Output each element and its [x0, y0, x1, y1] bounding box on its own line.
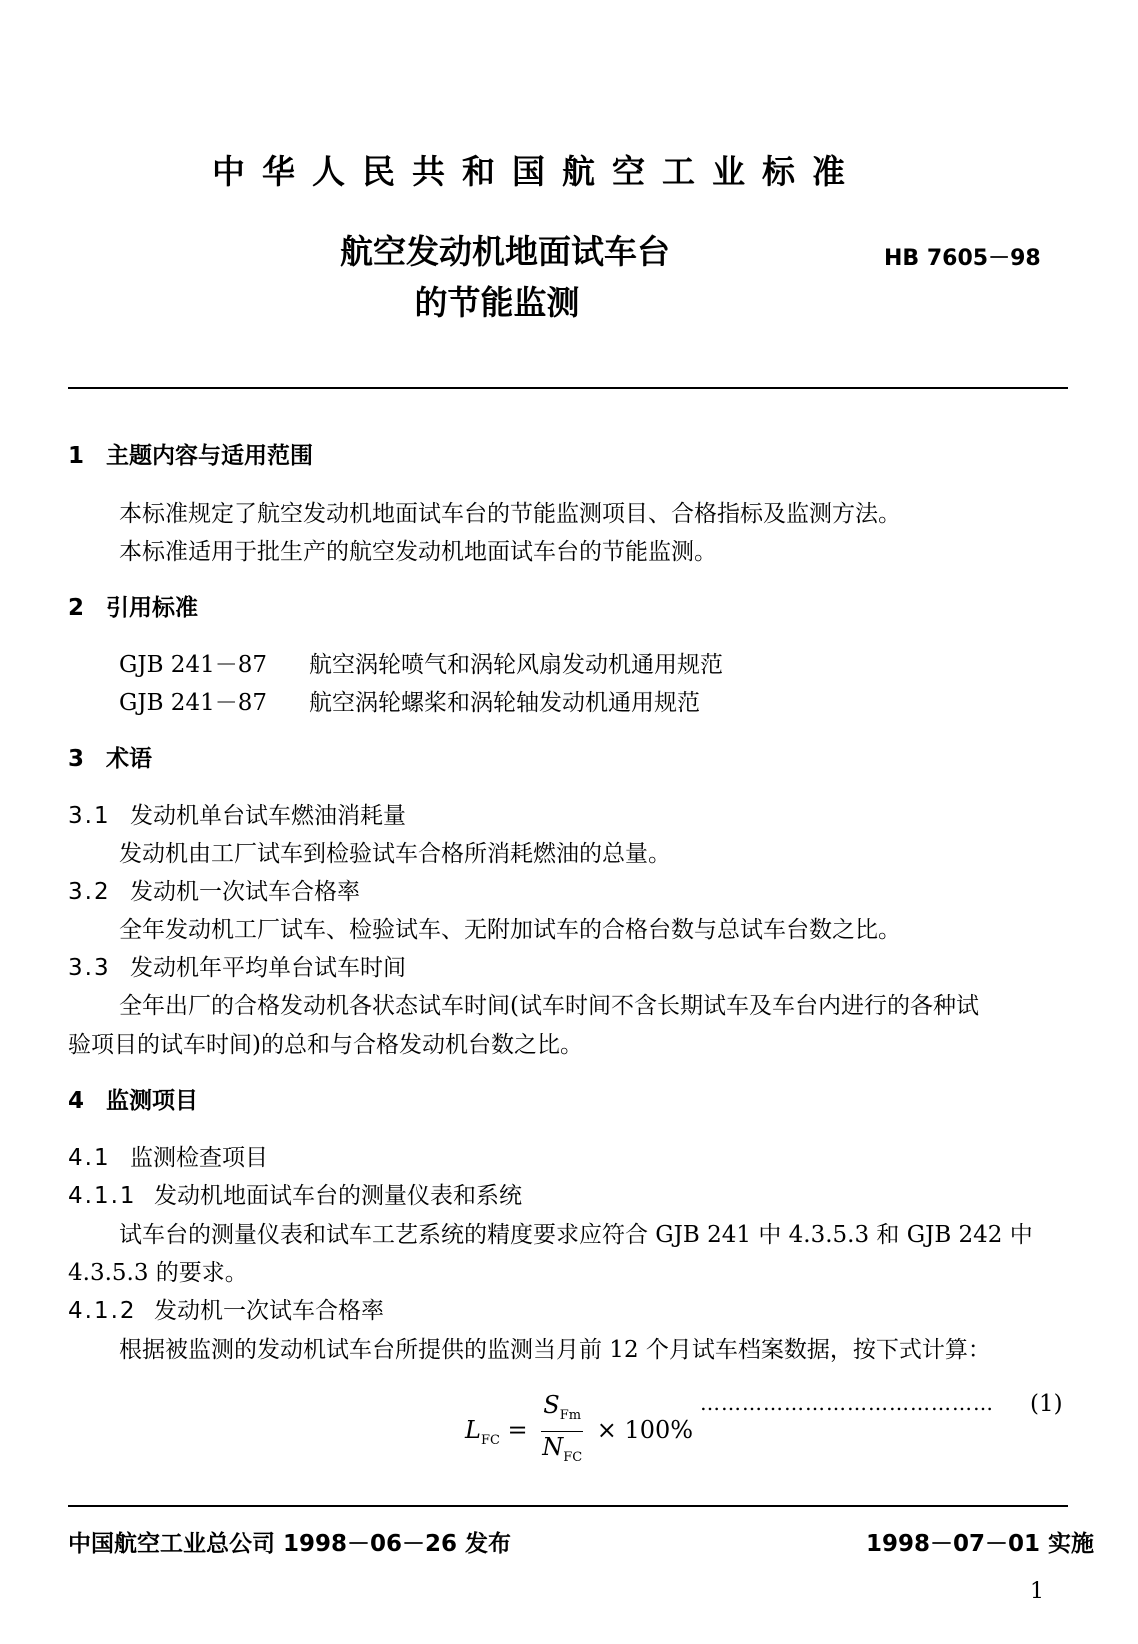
document-title-line2: 的节能监测: [414, 283, 580, 322]
publisher-date: 中国航空工业总公司 1998－06－26 发布: [68, 1531, 512, 1557]
subsection-3-2-text: 全年发动机工厂试车、检验试车、无附加试车的合格台数与总试车台数之比。: [119, 917, 901, 943]
subsection-number: 3.1: [68, 803, 111, 829]
subsection-3-1-text: 发动机由工厂试车到检验试车合格所消耗燃油的总量。: [119, 841, 671, 867]
subsection-3-3-text-line2: 验项目的试车时间)的总和与合格发动机台数之比。: [68, 1032, 583, 1058]
formula-1: [465, 1390, 693, 1473]
formula-denominator: $N_{FC}$: [542, 1432, 583, 1465]
header-divider: [68, 387, 1068, 389]
subsection-4-1-heading: [68, 1139, 268, 1172]
subsection-title: 发动机地面试车台的测量仪表和系统: [154, 1183, 522, 1209]
subsection-3-1-heading: [68, 797, 406, 830]
subsection-4-1-2-heading: [68, 1292, 384, 1325]
subsection-4-1-1-text-line1: 试车台的测量仪表和试车工艺系统的精度要求应符合 GJB 241 中 4.3.5.3 和 GJB 242 中: [119, 1222, 1033, 1248]
section-1-paragraph-2: 本标准适用于批生产的航空发动机地面试车台的节能监测。: [119, 539, 717, 565]
section-number: 4: [68, 1088, 85, 1114]
section-title: 术语: [106, 746, 152, 772]
formula-leader-dots: ……………………………………: [700, 1391, 994, 1415]
subsection-4-1-2-text: 根据被监测的发动机试车台所提供的监测当月前 12 个月试车档案数据，按下式计算：: [119, 1337, 991, 1363]
reference-title: 航空涡轮螺桨和涡轮轴发动机通用规范: [309, 690, 700, 716]
subsection-number: 3.3: [68, 955, 111, 981]
section-title: 主题内容与适用范围: [106, 443, 313, 469]
formula-equals: =: [507, 1415, 528, 1444]
section-number: 1: [68, 443, 85, 469]
subsection-3-3-text-line1: 全年出厂的合格发动机各状态试车时间(试车时间不含长期试车及车台内进行的各种试: [119, 993, 979, 1019]
standard-code: HB 7605－98: [884, 246, 1041, 271]
subsection-4-1-1-text-line2: 4.3.5.3 的要求。: [68, 1260, 248, 1286]
subsection-number: 4.1.2: [68, 1298, 137, 1324]
issuing-authority-title: 中华人民共和国航空工业标准: [212, 152, 862, 191]
formula-numerator: $S_{Fm}$: [541, 1390, 583, 1432]
formula-multiplier: × 100%: [596, 1415, 694, 1444]
formula-lhs: $L_{FC}$: [465, 1415, 500, 1448]
subsection-title: 发动机年平均单台试车时间: [130, 955, 406, 981]
document-title-line1: 航空发动机地面试车台: [340, 232, 670, 271]
reference-code: GJB 241－87: [119, 690, 267, 716]
reference-title: 航空涡轮喷气和涡轮风扇发动机通用规范: [309, 652, 723, 678]
section-title: 引用标准: [106, 595, 198, 621]
section-number: 3: [68, 746, 85, 772]
formula-fraction: [541, 1390, 583, 1473]
reference-code: GJB 241－87: [119, 652, 267, 678]
equation-number: (1): [1030, 1391, 1063, 1417]
subsection-4-1-1-heading: [68, 1177, 522, 1210]
subsection-title: 发动机一次试车合格率: [130, 879, 360, 905]
page-number: 1: [1030, 1579, 1044, 1604]
subsection-3-3-heading: [68, 949, 406, 982]
subsection-title: 监测检查项目: [130, 1145, 268, 1171]
section-title: 监测项目: [106, 1088, 198, 1114]
footer-divider: [68, 1505, 1068, 1507]
subsection-title: 发动机单台试车燃油消耗量: [130, 803, 406, 829]
section-1-heading: [68, 437, 313, 470]
subsection-number: 4.1: [68, 1145, 111, 1171]
section-number: 2: [68, 595, 85, 621]
section-3-heading: [68, 740, 152, 773]
reference-row: [119, 646, 723, 679]
subsection-number: 4.1.1: [68, 1183, 137, 1209]
subsection-number: 3.2: [68, 879, 111, 905]
subsection-3-2-heading: [68, 873, 360, 906]
subsection-title: 发动机一次试车合格率: [154, 1298, 384, 1324]
section-2-heading: [68, 589, 198, 622]
reference-row: [119, 684, 700, 717]
section-4-heading: [68, 1082, 198, 1115]
section-1-paragraph-1: 本标准规定了航空发动机地面试车台的节能监测项目、合格指标及监测方法。: [119, 501, 901, 527]
effective-date: 1998－07－01 实施: [866, 1531, 1095, 1557]
